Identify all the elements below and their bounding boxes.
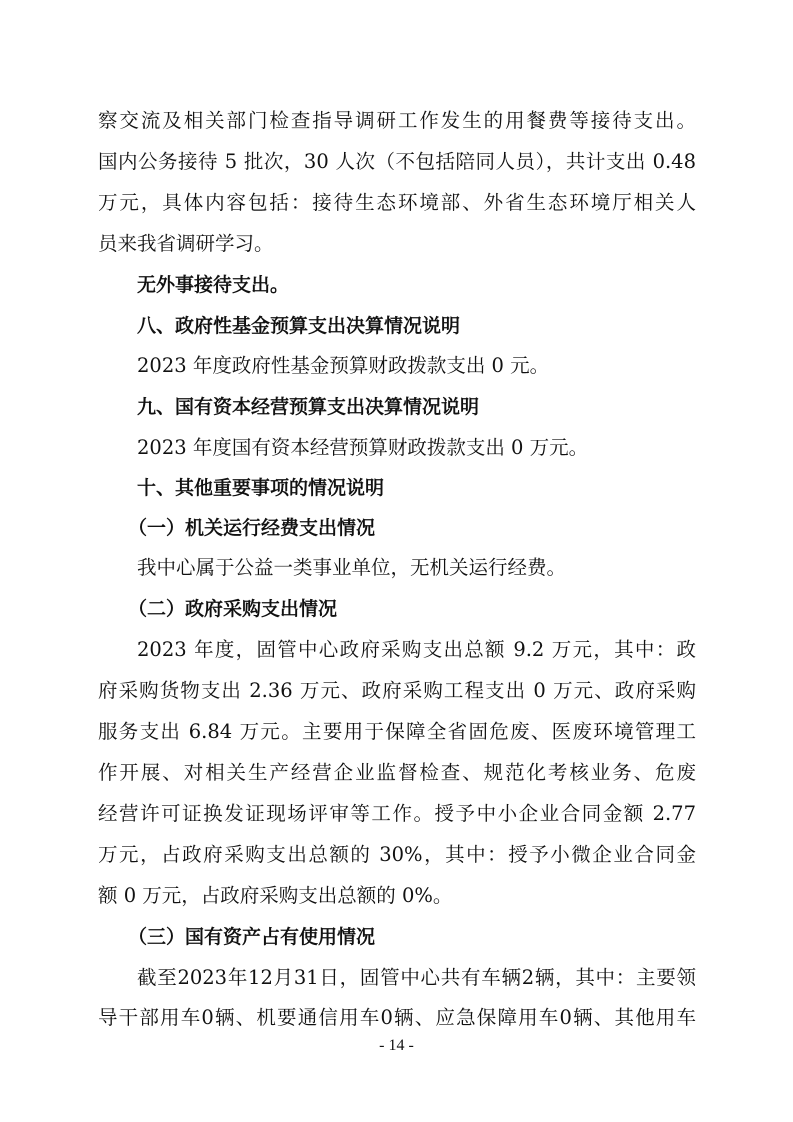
body-text-line: 经营许可证换发证现场评审等工作。授予中小企业合同金额 2.77 [98,802,696,825]
body-text-line: 国内公务接待 5 批次，30 人次（不包括陪同人员），共计支出 0.48 [98,150,696,173]
body-text-line: 截至2023年12月31日，固管中心共有车辆2辆，其中：主要领 [137,966,696,989]
subsection-heading-2: （二）政府采购支出情况 [128,598,338,620]
body-text-line: 2023 年度国有资本经营预算财政拨款支出 0 万元。 [137,436,589,459]
body-text-line: 我中心属于公益一类事业单位，无机关运行经费。 [137,556,567,579]
body-text-line: 导干部用车0辆、机要通信用车0辆、应急保障用车0辆、其他用车 [98,1006,696,1029]
section-heading-8: 八、政府性基金预算支出决算情况说明 [137,315,461,337]
body-text-line: 2023 年度政府性基金预算财政拨款支出 0 元。 [137,354,550,377]
section-heading-10: 十、其他重要事项的情况说明 [137,477,385,499]
body-text-line: 额 0 万元，占政府采购支出总额的 0%。 [98,884,453,907]
body-text-line: 员来我省调研学习。 [98,232,274,255]
body-text-line: 万元，占政府采购支出总额的 30%，其中：授予小微企业合同金 [98,843,696,866]
paragraph-bold: 无外事接待支出。 [137,274,290,296]
subsection-heading-3: （三）国有资产占有使用情况 [128,926,376,948]
body-text-line: 服务支出 6.84 万元。主要用于保障全省固危废、医废环境管理工 [98,720,696,743]
body-text-line: 府采购货物支出 2.36 万元、政府采购工程支出 0 万元、政府采购 [98,679,696,702]
body-text-line: 察交流及相关部门检查指导调研工作发生的用餐费等接待支出。 [98,109,696,132]
subsection-heading-1: （一）机关运行经费支出情况 [128,517,376,539]
body-text-line: 万元，具体内容包括：接待生态环境部、外省生态环境厅相关人 [98,191,696,214]
body-text-line: 2023 年度，固管中心政府采购支出总额 9.2 万元，其中：政 [137,638,696,661]
section-heading-9: 九、国有资本经营预算支出决算情况说明 [137,396,480,418]
body-text-line: 作开展、对相关生产经营企业监督检查、规范化考核业务、危废 [98,761,696,784]
page-number: - 14 - [379,1037,414,1054]
